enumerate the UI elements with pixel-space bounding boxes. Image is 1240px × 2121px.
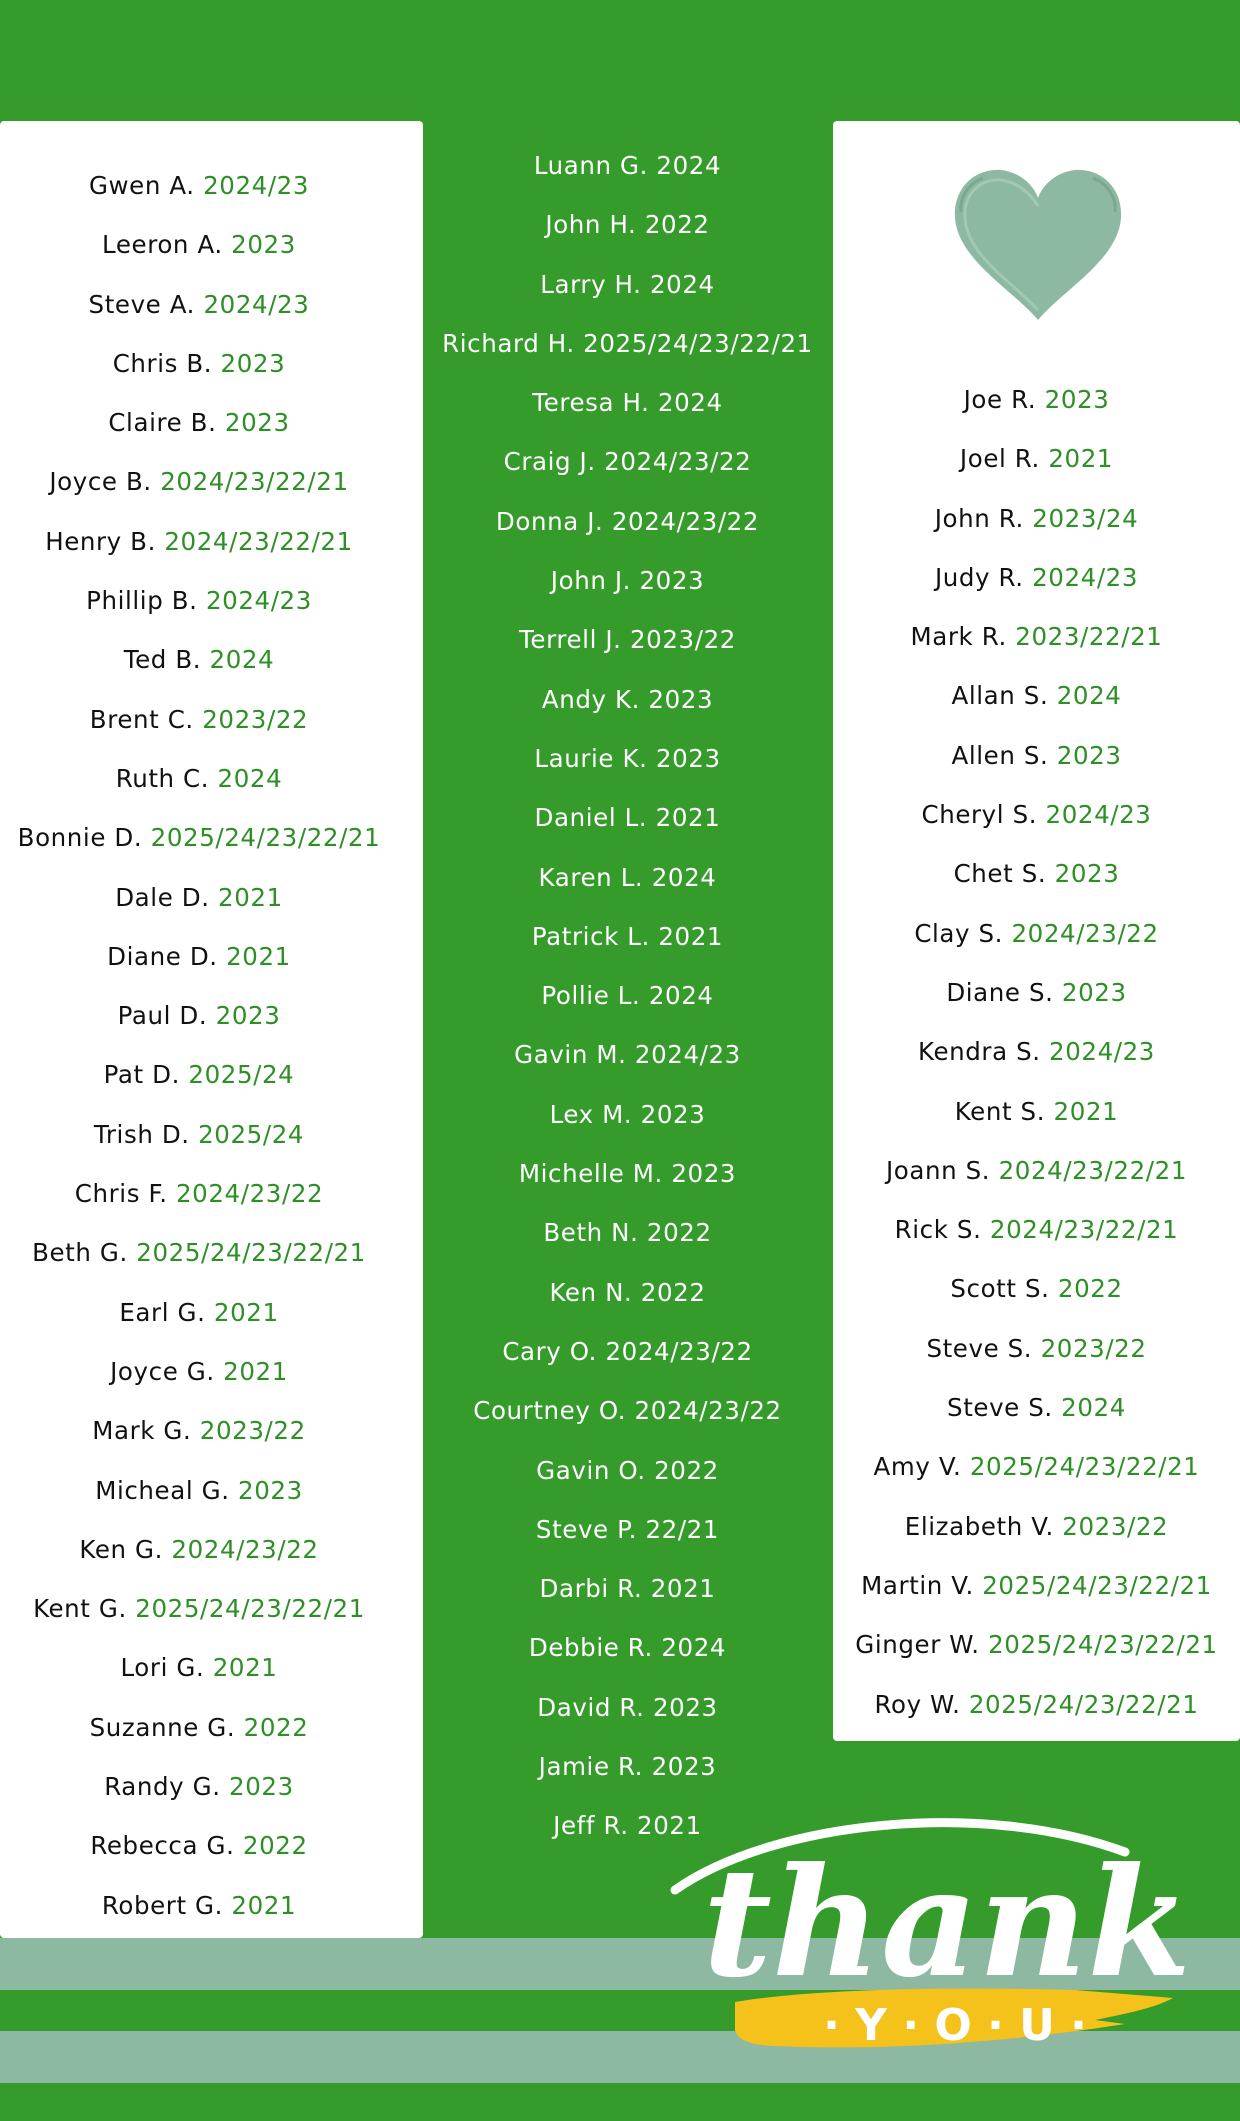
donor-name: Jeff R. [553, 1811, 629, 1841]
donor-years: 22/21 [645, 1514, 720, 1544]
donor-entry [426, 136, 829, 195]
donor-name: Joe R. [963, 385, 1037, 414]
donor-years: 2024 [209, 645, 275, 675]
donor-name: Luann G. [533, 151, 649, 180]
donor-entry [426, 1678, 829, 1737]
donor-entry [426, 1144, 829, 1203]
donor-name: Richard H. [442, 328, 575, 358]
donor-years: 2024 [661, 1633, 727, 1663]
donor-entry [833, 904, 1240, 963]
donor-entry [833, 963, 1240, 1022]
donor-name: Beth G. [32, 1238, 128, 1268]
donor-name: Allen S. [951, 740, 1049, 770]
donor-years: 2024/23 [203, 171, 310, 200]
donor-entry [426, 373, 829, 432]
donor-years: 2023 [229, 1772, 294, 1802]
donor-years: 2023/24 [1032, 503, 1139, 533]
donor-name: John H. [545, 210, 637, 240]
donor-entry [0, 1045, 398, 1104]
donor-entry [426, 195, 829, 254]
donor-name: Ken N. [549, 1277, 633, 1307]
donor-entry [426, 670, 829, 729]
donor-entry [426, 432, 829, 491]
donor-years: 2022 [243, 1712, 309, 1742]
donor-name: Larry H. [540, 269, 642, 299]
donor-years: 2021 [213, 1297, 279, 1327]
donor-years: 2021 [212, 1653, 278, 1683]
donor-entry [426, 1025, 829, 1084]
donor-entry [0, 571, 398, 630]
donor-entry [0, 927, 398, 986]
donor-years: 2021 [655, 803, 721, 833]
donor-name: Cary O. [502, 1336, 598, 1366]
donor-years: 2023 [224, 408, 290, 438]
donor-entry [833, 429, 1240, 488]
donor-entry [833, 607, 1240, 666]
donor-years: 2022 [654, 1455, 719, 1485]
donor-years: 2021 [1053, 1096, 1119, 1126]
donor-entry [833, 370, 1240, 429]
donor-name: Randy G. [104, 1772, 221, 1802]
donor-entry [0, 1105, 398, 1164]
donor-name: Diane S. [946, 977, 1054, 1007]
donor-years: 2022 [644, 210, 710, 240]
donor-name: Chet S. [953, 859, 1047, 889]
donor-entry [0, 630, 398, 689]
donor-name: Ruth C. [115, 763, 210, 793]
donor-years: 2021 [226, 941, 291, 971]
donor-years: 2025/24/23/22/21 [982, 1570, 1212, 1600]
donor-entry [833, 1437, 1240, 1496]
donor-entry [833, 844, 1240, 903]
donor-name: Beth N. [543, 1218, 639, 1248]
donor-name: Steve P. [535, 1514, 638, 1544]
donor-entry [426, 255, 829, 314]
donor-years: 2024/23 [205, 586, 312, 616]
donor-years: 2023 [671, 1159, 737, 1189]
donor-years: 2024/23 [634, 1040, 741, 1070]
donor-years: 2024 [656, 151, 722, 180]
donor-years: 2023/22 [1062, 1511, 1169, 1541]
donor-years: 2025/24 [198, 1119, 305, 1149]
donor-years: 2023 [1061, 977, 1127, 1007]
donor-entry [0, 334, 398, 393]
donor-entry [426, 907, 829, 966]
donor-entry [0, 868, 398, 927]
donor-entry [0, 1283, 398, 1342]
donor-name: Pat D. [103, 1060, 180, 1090]
donor-name: Ginger W. [855, 1630, 980, 1660]
donor-years: 2023 [1054, 859, 1120, 889]
donor-entry [426, 966, 829, 1025]
donor-years: 2024/23 [1032, 562, 1139, 592]
donor-years: 2021 [658, 921, 724, 951]
donor-entry [0, 512, 398, 571]
donor-entry [0, 215, 398, 274]
donor-years: 2023/22 [199, 1416, 306, 1446]
donor-name: Rebecca G. [90, 1831, 235, 1861]
donor-entry [0, 156, 398, 215]
thank-script-text: thank [702, 1835, 1192, 2011]
donor-entry [833, 1615, 1240, 1674]
donor-years: 2023/22 [629, 625, 736, 655]
donor-entry [0, 1757, 398, 1816]
donor-name: Scott S. [950, 1274, 1050, 1304]
donor-entry [833, 1259, 1240, 1318]
donor-years: 2025/24/23/22/21 [150, 823, 381, 853]
donor-years: 2024 [649, 269, 715, 299]
donor-years: 2023 [652, 1692, 718, 1722]
donor-name: Kent G. [33, 1594, 136, 1624]
donor-entry [0, 1876, 398, 1935]
donor-entry [0, 1520, 398, 1579]
donor-years: 2024/23/22 [1011, 918, 1159, 948]
donor-years: 2024/23/22 [634, 1396, 782, 1426]
donor-years: 2024/23 [1049, 1037, 1155, 1067]
middle-name-list [426, 136, 829, 1856]
donor-years: 2024/23/22/21 [989, 1215, 1179, 1245]
donor-years: 2023 [1044, 385, 1110, 414]
donor-entry [833, 726, 1240, 785]
donor-entry [426, 1500, 829, 1559]
donor-years: 2024/23/22 [175, 1179, 324, 1209]
donor-years: 2025/24/23/22/21 [969, 1452, 1200, 1482]
donor-name: Debbie R. [528, 1633, 653, 1663]
donor-name: Phillip B. [86, 586, 198, 616]
donor-entry [426, 551, 829, 610]
donor-name: Steve S. [926, 1333, 1033, 1363]
donor-name: Steve A. [88, 289, 196, 319]
donor-years: 2021 [231, 1890, 297, 1920]
donor-years: 2023 [648, 684, 714, 714]
donor-name: Michelle M. [518, 1159, 663, 1189]
donor-name: Gwen A. [88, 171, 195, 200]
donor-name: Kent S. [954, 1096, 1046, 1126]
donor-name: Leeron A. [102, 230, 223, 260]
donor-years: 2023 [238, 1475, 303, 1505]
donor-name: Patrick L. [531, 921, 650, 951]
donor-years: 2025/24/23/22/21 [136, 1238, 366, 1268]
donor-name: Bonnie D. [17, 823, 143, 853]
donor-entry [833, 548, 1240, 607]
donor-name: Joyce B. [49, 467, 152, 497]
donor-name: Judy R. [934, 562, 1024, 592]
donor-entry [0, 808, 398, 867]
donor-years: 2025/24/23/22/21 [135, 1594, 365, 1624]
donor-name: Jamie R. [538, 1752, 644, 1782]
donor-years: 2025/24/23/22/21 [968, 1689, 1199, 1719]
donor-name: John R. [934, 503, 1024, 533]
donor-entry [833, 489, 1240, 548]
donor-name: Joann S. [885, 1155, 991, 1185]
heart-icon [943, 160, 1133, 330]
donor-entry [833, 1141, 1240, 1200]
donor-entry [426, 1441, 829, 1500]
donor-entry [0, 1461, 398, 1520]
donor-years: 2024 [651, 862, 717, 892]
donor-name: Brent C. [89, 704, 194, 734]
donor-name: Steve S. [947, 1393, 1053, 1423]
donor-name: Mark R. [910, 622, 1007, 652]
donor-years: 2024 [1061, 1393, 1126, 1423]
donor-name: Courtney O. [473, 1396, 627, 1426]
donor-entry [0, 1579, 398, 1638]
donor-years: 2023/22 [202, 704, 309, 734]
donor-entry [426, 314, 829, 373]
donor-entry [426, 1085, 829, 1144]
donor-years: 2024/23/22 [605, 1336, 753, 1366]
donor-name: Henry B. [45, 526, 156, 556]
donor-years: 2023 [651, 1752, 717, 1782]
donor-years: 2021 [650, 1574, 716, 1604]
donor-years: 2024 [657, 388, 723, 418]
donor-years: 2023 [655, 743, 721, 773]
donor-years: 2022 [1057, 1274, 1123, 1304]
donor-entry [426, 729, 829, 788]
donor-entry [426, 1618, 829, 1677]
donor-years: 2024 [648, 981, 714, 1011]
donor-entry [0, 1342, 398, 1401]
donor-entry [833, 1675, 1240, 1734]
donor-name: Amy V. [873, 1452, 962, 1482]
donor-entry [833, 666, 1240, 725]
donor-name: Diane D. [107, 941, 218, 971]
donor-name: Craig J. [503, 447, 596, 477]
donor-name: Andy K. [541, 684, 641, 714]
donor-name: Joyce G. [110, 1356, 215, 1386]
donor-entry [0, 986, 398, 1045]
donor-entry [0, 1223, 398, 1282]
donor-name: Roy W. [874, 1689, 961, 1719]
donor-years: 2024 [1056, 681, 1122, 711]
donor-years: 2024/23/22/21 [164, 526, 353, 556]
donor-years: 2021 [218, 882, 283, 912]
donor-name: Ted B. [123, 645, 202, 675]
donor-name: Cheryl S. [921, 800, 1038, 830]
donor-entry [426, 1203, 829, 1262]
donor-years: 2023 [215, 1001, 281, 1031]
you-text: · Y · O · U · [823, 2000, 1087, 2051]
donor-years: 2024/23/22 [611, 506, 760, 536]
donor-entry [833, 1497, 1240, 1556]
donor-years: 2023/22 [1040, 1333, 1147, 1363]
donor-name: Clay S. [914, 918, 1004, 948]
donor-name: Lex M. [549, 1099, 633, 1129]
donor-entry [0, 1638, 398, 1697]
donor-years: 2024/23/22 [171, 1534, 319, 1564]
donor-name: Chris B. [112, 348, 213, 378]
donor-years: 2025/24/23/22/21 [988, 1630, 1218, 1660]
donor-name: Joel R. [959, 444, 1040, 474]
donor-name: Pollie L. [541, 981, 641, 1011]
donor-entry [0, 275, 398, 334]
donor-name: Claire B. [108, 408, 217, 438]
donor-name: Trish D. [93, 1119, 190, 1149]
left-name-list [0, 156, 398, 1935]
donor-name: Earl G. [119, 1297, 206, 1327]
right-name-list [833, 370, 1240, 1734]
donor-entry [833, 785, 1240, 844]
donor-years: 2024/23 [203, 289, 310, 319]
donor-entry [0, 749, 398, 808]
donor-entry [833, 1556, 1240, 1615]
donor-years: 2025/24/23/22/21 [583, 328, 813, 358]
donor-years: 2023 [231, 230, 296, 260]
donor-years: 2022 [640, 1277, 706, 1307]
donor-name: Micheal G. [95, 1475, 230, 1505]
donor-years: 2024/23/22/21 [998, 1155, 1188, 1185]
donor-entry [426, 1381, 829, 1440]
donor-years: 2021 [223, 1356, 288, 1386]
donor-entry [426, 788, 829, 847]
donor-name: Allan S. [951, 681, 1049, 711]
donor-entry [833, 1319, 1240, 1378]
donor-name: David R. [537, 1692, 645, 1722]
donor-years: 2023 [220, 348, 286, 378]
donor-years: 2024/23/22/21 [160, 467, 349, 497]
donor-name: Chris F. [74, 1179, 168, 1209]
donor-name: Gavin M. [514, 1040, 627, 1070]
donor-entry [833, 1378, 1240, 1437]
donor-entry [0, 1401, 398, 1460]
donor-years: 2022 [646, 1218, 712, 1248]
donor-entry [0, 1164, 398, 1223]
donor-name: John J. [550, 566, 632, 596]
donor-years: 2023/22/21 [1015, 622, 1163, 652]
donor-name: Suzanne G. [89, 1712, 236, 1742]
donor-name: Teresa H. [532, 388, 650, 418]
donor-years: 2025/24 [188, 1060, 295, 1090]
donor-name: Ken G. [79, 1534, 163, 1564]
donor-name: Gavin O. [536, 1455, 646, 1485]
donor-years: 2024 [217, 763, 283, 793]
donor-name: Paul D. [117, 1001, 208, 1031]
donor-entry [0, 393, 398, 452]
donor-name: Donna J. [495, 506, 604, 536]
donor-entry [833, 1200, 1240, 1259]
donor-years: 2022 [242, 1831, 308, 1861]
donor-entry [426, 1322, 829, 1381]
donor-name: Daniel L. [534, 803, 648, 833]
donor-entry [833, 1082, 1240, 1141]
donor-entry [0, 452, 398, 511]
thank-you-graphic [655, 1780, 1240, 2080]
donor-years: 2024/23/22 [604, 447, 752, 477]
donor-entry [0, 690, 398, 749]
donor-entry [426, 492, 829, 551]
donor-years: 2023 [640, 1099, 706, 1129]
donor-name: Karen L. [538, 862, 644, 892]
donor-entry [426, 1559, 829, 1618]
donor-name: Dale D. [115, 882, 210, 912]
donor-name: Rick S. [894, 1215, 982, 1245]
donor-years: 2021 [637, 1811, 702, 1841]
donor-years: 2023 [1056, 740, 1122, 770]
donor-name: Laurie K. [534, 743, 648, 773]
donor-name: Mark G. [92, 1416, 192, 1446]
donor-years: 2021 [1048, 444, 1114, 474]
donor-entry [426, 1263, 829, 1322]
donor-entry [426, 848, 829, 907]
donor-name: Robert G. [101, 1890, 224, 1920]
donor-name: Lori G. [120, 1653, 205, 1683]
donor-name: Kendra S. [918, 1037, 1041, 1067]
donor-years: 2024/23 [1045, 800, 1152, 830]
donor-entry [0, 1698, 398, 1757]
donor-entry [426, 610, 829, 669]
donor-entry [0, 1816, 398, 1875]
donor-years: 2023 [639, 566, 705, 596]
donor-name: Terrell J. [519, 625, 622, 655]
donor-name: Darbi R. [539, 1574, 643, 1604]
donor-name: Martin V. [861, 1570, 974, 1600]
donor-name: Elizabeth V. [904, 1511, 1054, 1541]
donor-entry [833, 1022, 1240, 1081]
